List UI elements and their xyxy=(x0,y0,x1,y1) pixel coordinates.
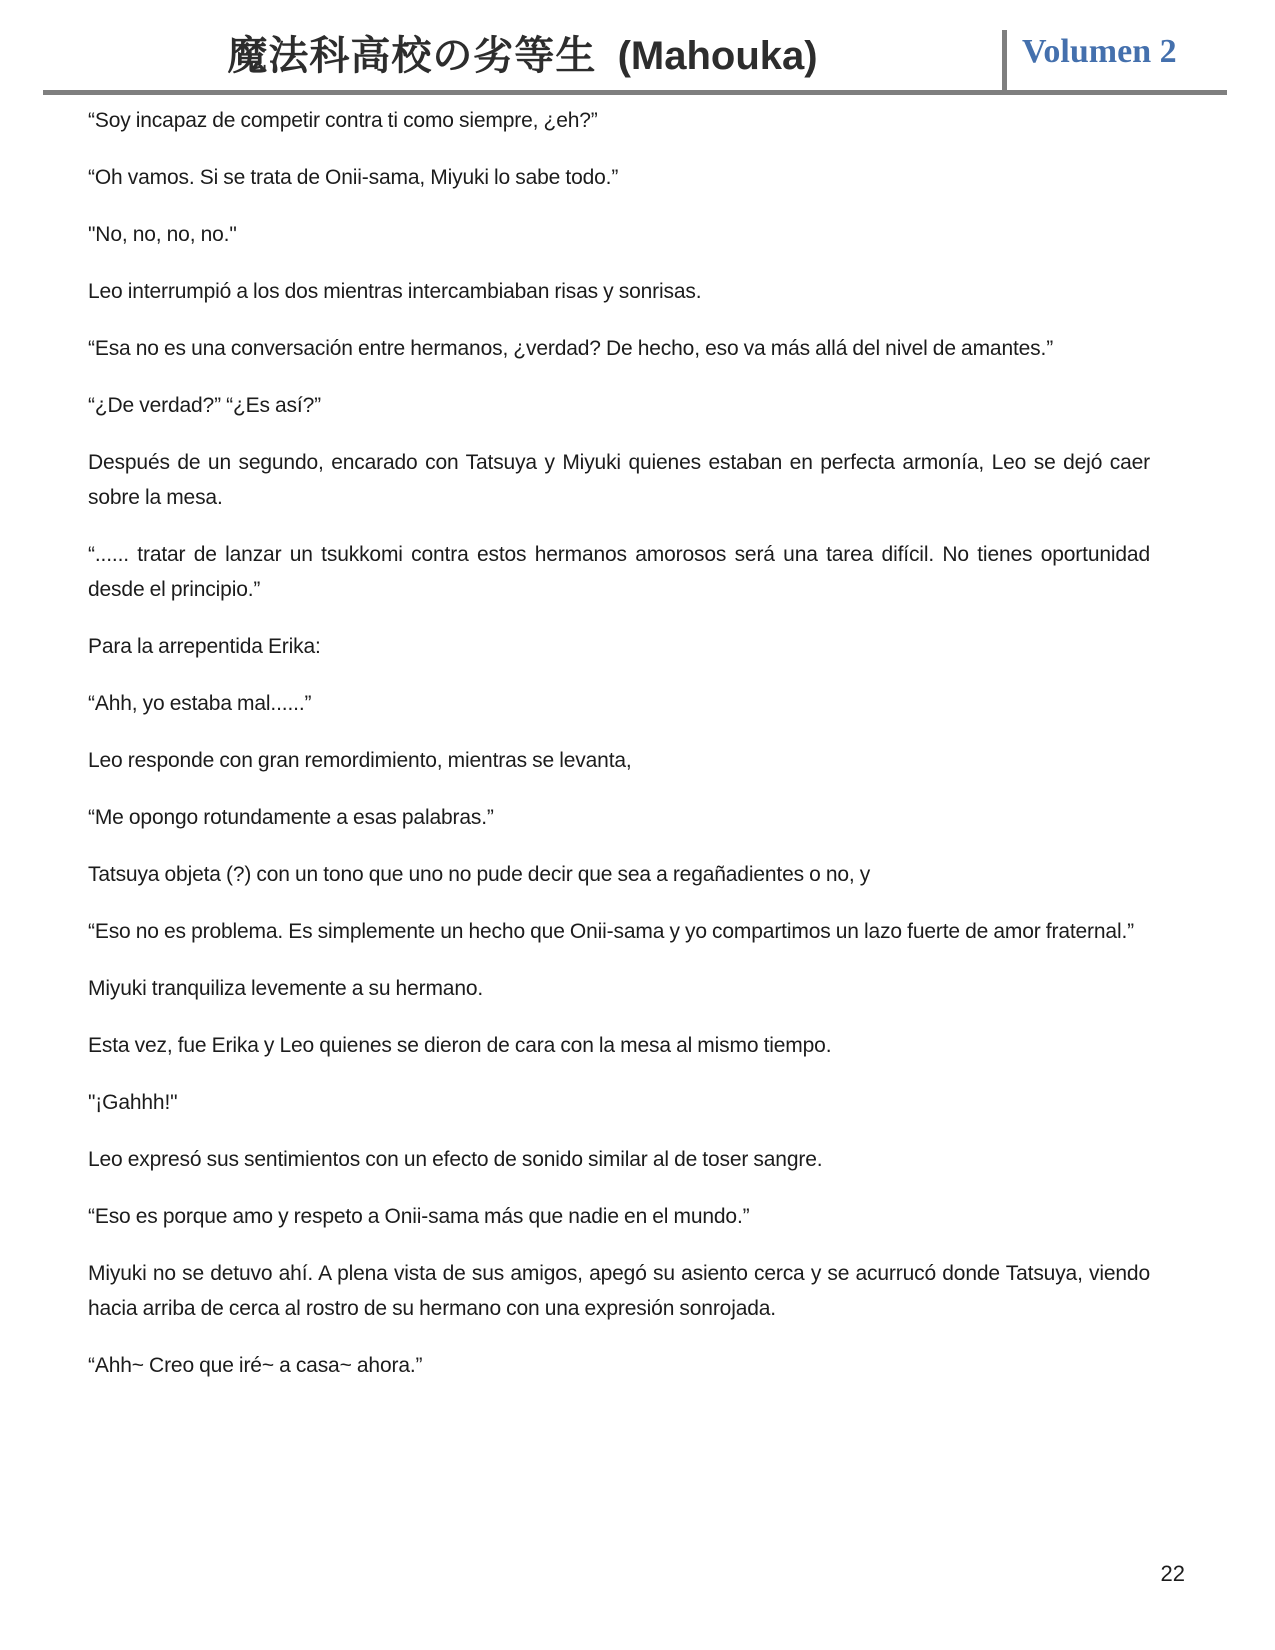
paragraph: Después de un segundo, encarado con Tatsuya y Miyuki quienes estaban en perfecta armonía, Leo se dejó caer sobre la mesa. xyxy=(88,451,1150,509)
paragraph: “Ahh, yo estaba mal......” xyxy=(88,692,312,715)
paragraph: Miyuki tranquiliza levemente a su hermano. xyxy=(88,977,484,1000)
volume-label: Volumen 2 xyxy=(1022,33,1177,70)
paragraph: “Ahh~ Creo que iré~ a casa~ ahora.” xyxy=(88,1354,423,1377)
paragraph: Esta vez, fue Erika y Leo quienes se dieron de cara con la mesa al mismo tiempo. xyxy=(88,1034,832,1057)
header-vertical-divider xyxy=(1002,30,1007,95)
document-title-romanized: (Mahouka) xyxy=(617,34,818,78)
page-number: 22 xyxy=(1160,1561,1185,1586)
paragraph: “Oh vamos. Si se trata de Onii-sama, Miyuki lo sabe todo.” xyxy=(88,166,619,189)
paragraph: Tatsuya objeta (?) con un tono que uno no pude decir que sea a regañadientes o no, y xyxy=(88,863,871,886)
paragraph: “...... tratar de lanzar un tsukkomi contra estos hermanos amorosos será una tarea difícil. No tienes oportunidad desde el principio.” xyxy=(88,543,1150,601)
header-horizontal-rule xyxy=(43,90,1227,95)
paragraph: “Soy incapaz de competir contra ti como siempre, ¿eh?” xyxy=(88,109,598,132)
paragraph: Leo responde con gran remordimiento, mientras se levanta, xyxy=(88,749,632,772)
paragraph: “Me opongo rotundamente a esas palabras.” xyxy=(88,806,494,829)
paragraph: Leo expresó sus sentimientos con un efecto de sonido similar al de toser sangre. xyxy=(88,1148,823,1171)
paragraph: "No, no, no, no." xyxy=(88,223,237,246)
document-title-japanese: 魔法科高校の劣等生 xyxy=(227,33,597,78)
paragraph: “Esa no es una conversación entre hermanos, ¿verdad? De hecho, eso va más allá del nivel de amantes.” xyxy=(88,337,1054,360)
paragraph: “¿De verdad?” “¿Es así?” xyxy=(88,394,321,417)
paragraph: “Eso es porque amo y respeto a Onii-sama más que nadie en el mundo.” xyxy=(88,1205,750,1228)
paragraph: Leo interrumpió a los dos mientras intercambiaban risas y sonrisas. xyxy=(88,280,702,303)
body-text xyxy=(88,103,1150,1405)
document-title xyxy=(43,24,1002,81)
paragraph: Para la arrepentida Erika: xyxy=(88,635,321,658)
paragraph: "¡Gahhh!" xyxy=(88,1091,178,1114)
paragraph: Miyuki no se detuvo ahí. A plena vista de sus amigos, apegó su asiento cerca y se acurrucó donde Tatsuya, viendo hacia arriba de cerca al rostro de su hermano con una expresión sonrojada. xyxy=(88,1262,1150,1320)
paragraph: “Eso no es problema. Es simplemente un hecho que Onii-sama y yo compartimos un lazo fuerte de amor fraternal.” xyxy=(88,920,1135,943)
